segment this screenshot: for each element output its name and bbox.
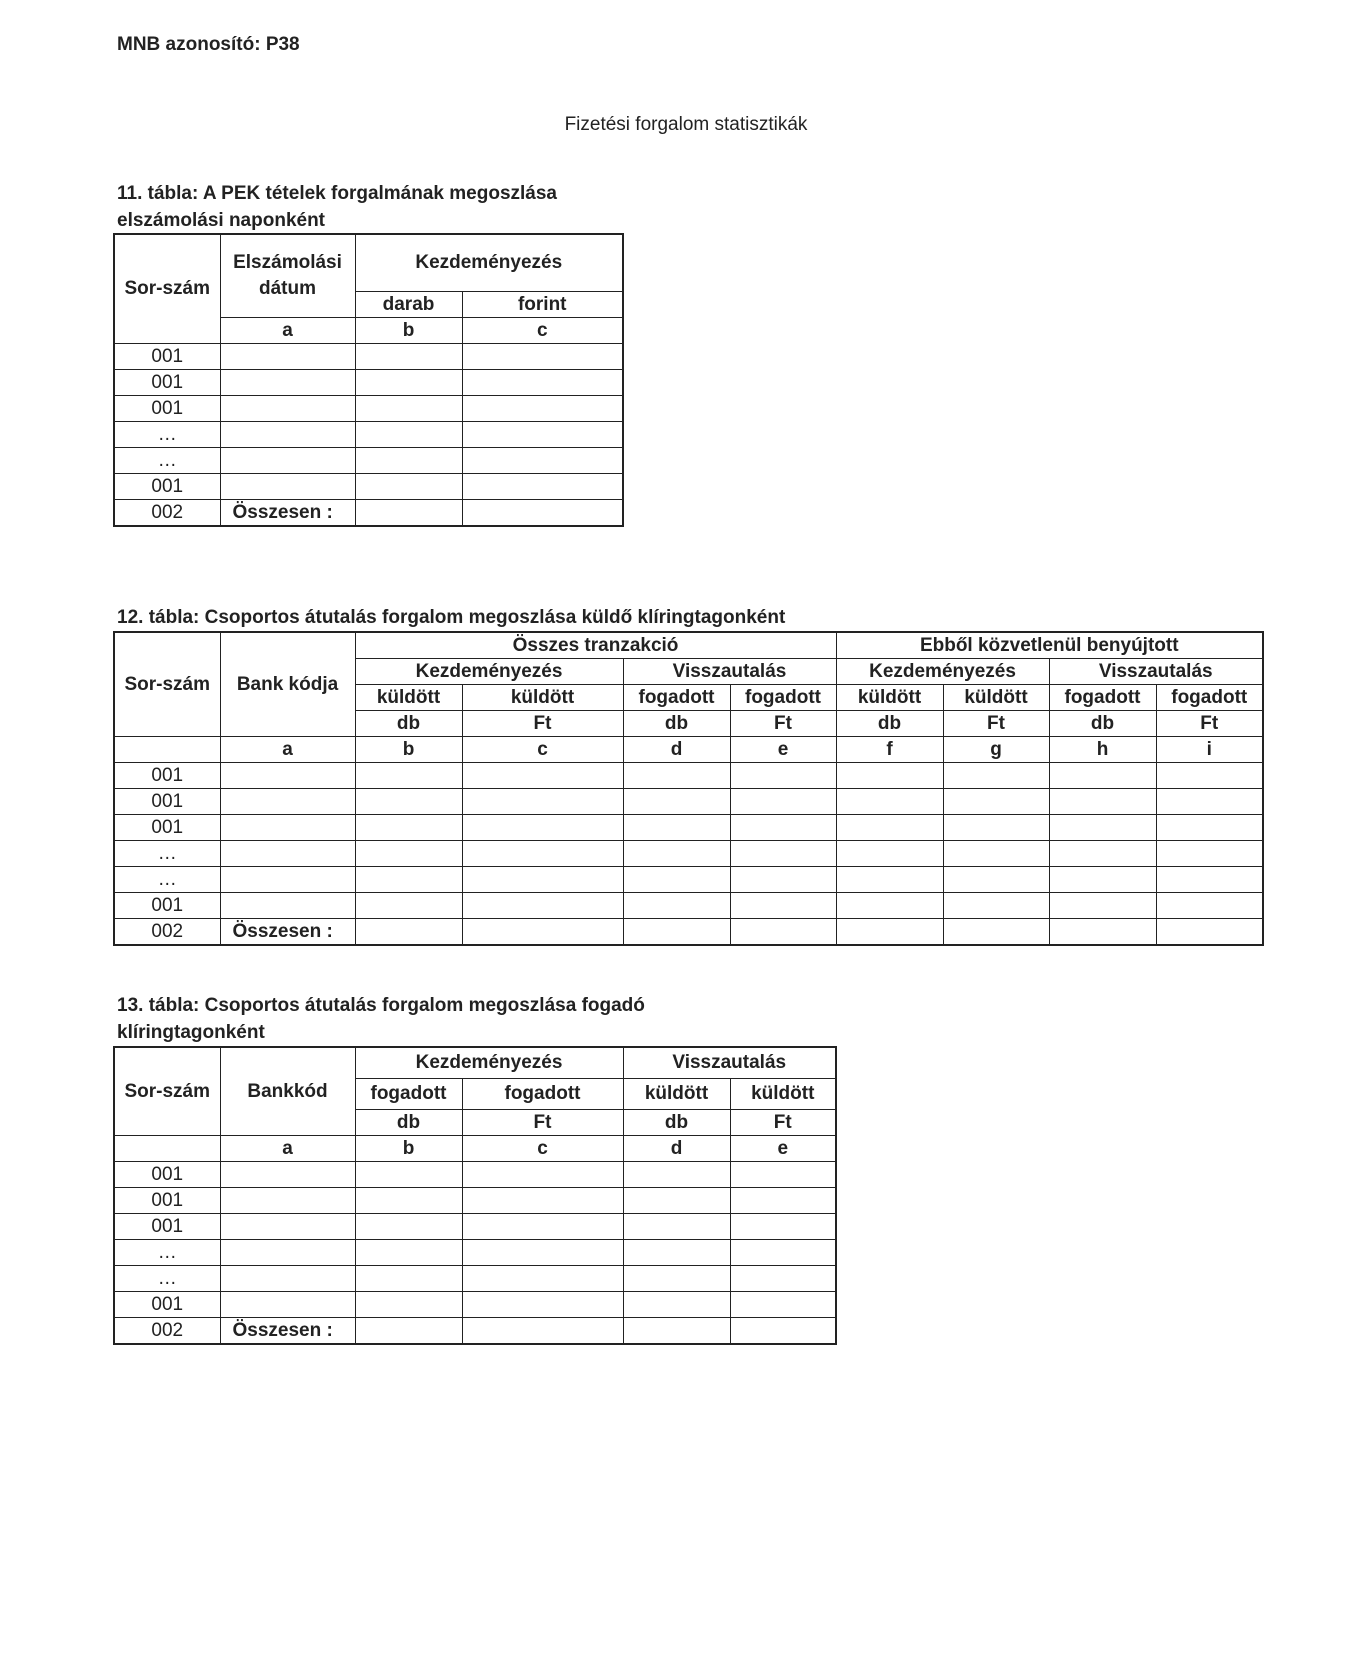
table-row	[114, 919, 1263, 946]
value-cell[interactable]	[355, 1188, 462, 1214]
table13-dir-header-1: fogadott	[462, 1079, 623, 1110]
value-cell[interactable]	[623, 1318, 730, 1345]
value-cell[interactable]	[943, 919, 1049, 946]
forint-cell[interactable]	[462, 448, 623, 474]
value-cell[interactable]	[462, 789, 623, 815]
value-cell[interactable]	[355, 841, 462, 867]
document-title: Fizetési forgalom statisztikák	[564, 114, 808, 135]
value-cell[interactable]	[355, 1162, 462, 1188]
table12-code-h: h	[1049, 737, 1156, 763]
value-cell[interactable]	[623, 841, 730, 867]
forint-cell[interactable]	[462, 344, 623, 370]
value-cell[interactable]	[462, 815, 623, 841]
row-number: 002	[114, 919, 220, 946]
value-cell[interactable]	[1049, 867, 1156, 893]
value-cell[interactable]	[836, 919, 943, 946]
value-cell[interactable]	[1156, 763, 1263, 789]
value-cell[interactable]	[355, 893, 462, 919]
table13-dir-header-2: küldött	[623, 1079, 730, 1110]
darab-cell[interactable]	[355, 396, 462, 422]
table-row	[114, 1162, 836, 1188]
table11-darab-header: darab	[355, 292, 462, 318]
value-cell[interactable]	[836, 841, 943, 867]
value-cell[interactable]	[1049, 815, 1156, 841]
table12-kezd-header-2: Kezdeményezés	[836, 659, 1049, 685]
value-cell[interactable]	[355, 1240, 462, 1266]
row-number: …	[114, 867, 220, 893]
value-cell[interactable]	[1049, 841, 1156, 867]
table-row	[114, 396, 623, 422]
date-cell[interactable]	[220, 396, 355, 422]
row-number: 001	[114, 1214, 220, 1240]
row-number: 002	[114, 1318, 220, 1345]
table13-code-c: c	[462, 1136, 623, 1162]
row-number: …	[114, 448, 220, 474]
table13-unit-header-3: Ft	[730, 1110, 836, 1136]
bank-code-cell[interactable]	[220, 893, 355, 919]
table12-osszes-header: Összes tranzakció	[355, 632, 836, 659]
table-row	[114, 448, 623, 474]
date-cell[interactable]	[220, 448, 355, 474]
value-cell[interactable]	[355, 763, 462, 789]
value-cell[interactable]	[355, 919, 462, 946]
row-number: …	[114, 1266, 220, 1292]
value-cell[interactable]	[462, 1162, 623, 1188]
row-number: …	[114, 841, 220, 867]
row-number: …	[114, 1240, 220, 1266]
bank-code-cell[interactable]	[220, 1292, 355, 1318]
value-cell[interactable]	[1156, 893, 1263, 919]
row-number: 001	[114, 396, 220, 422]
table11-sorszam-header: Sor-szám	[114, 234, 220, 344]
value-cell[interactable]	[462, 763, 623, 789]
total-label: Összesen :	[220, 1318, 355, 1345]
value-cell[interactable]	[943, 893, 1049, 919]
table13-code-d: d	[623, 1136, 730, 1162]
table12-code-f: f	[836, 737, 943, 763]
value-cell[interactable]	[1049, 763, 1156, 789]
table12-sorszam-header: Sor-szám	[114, 632, 220, 737]
table-row	[114, 1266, 836, 1292]
value-cell[interactable]	[623, 1240, 730, 1266]
value-cell[interactable]	[355, 789, 462, 815]
table-row	[114, 422, 623, 448]
value-cell[interactable]	[623, 867, 730, 893]
table12-unit-header-0: db	[355, 711, 462, 737]
row-number: 001	[114, 893, 220, 919]
table13	[113, 1046, 837, 1345]
date-cell[interactable]	[220, 422, 355, 448]
table12-code-c: c	[462, 737, 623, 763]
value-cell[interactable]	[462, 1240, 623, 1266]
value-cell[interactable]	[943, 841, 1049, 867]
value-cell[interactable]	[730, 867, 836, 893]
table13-dir-header-0: fogadott	[355, 1079, 462, 1110]
bank-code-cell[interactable]	[220, 1214, 355, 1240]
table-row	[114, 370, 623, 396]
table13-code-e: e	[730, 1136, 836, 1162]
forint-cell[interactable]	[462, 370, 623, 396]
value-cell[interactable]	[462, 841, 623, 867]
table12-bank-header: Bank kódja	[220, 632, 355, 737]
value-cell[interactable]	[836, 867, 943, 893]
row-number: …	[114, 422, 220, 448]
darab-cell[interactable]	[355, 448, 462, 474]
row-number: 001	[114, 1292, 220, 1318]
table11-kezd-header: Kezdeményezés	[355, 234, 623, 292]
table13-caption: 13. tábla: Csoportos átutalás forgalom megoszlása fogadó klíringtagonként	[117, 995, 645, 1043]
value-cell[interactable]	[462, 1292, 623, 1318]
table12	[113, 631, 1264, 946]
table-row	[114, 1292, 836, 1318]
row-number: 001	[114, 789, 220, 815]
date-cell[interactable]	[220, 344, 355, 370]
table12-dir-header-5: küldött	[943, 685, 1049, 711]
table12-unit-header-6: db	[1049, 711, 1156, 737]
bank-code-cell[interactable]	[220, 1162, 355, 1188]
mnb-id-label: MNB azonosító: P38	[117, 34, 300, 55]
value-cell[interactable]	[1049, 919, 1156, 946]
forint-cell[interactable]	[462, 396, 623, 422]
table12-vissza-header-2: Visszautalás	[1049, 659, 1263, 685]
value-cell[interactable]	[462, 1214, 623, 1240]
table13-vissza-header: Visszautalás	[623, 1047, 836, 1079]
table-row	[114, 763, 1263, 789]
table-row	[114, 1188, 836, 1214]
value-cell[interactable]	[462, 893, 623, 919]
table11-date-header: Elszámolási dátum	[220, 234, 355, 318]
value-cell[interactable]	[836, 763, 943, 789]
value-cell[interactable]	[730, 1292, 836, 1318]
bank-code-cell[interactable]	[220, 1188, 355, 1214]
value-cell[interactable]	[355, 1266, 462, 1292]
table12-kezd-header: Kezdeményezés	[355, 659, 623, 685]
value-cell[interactable]	[623, 763, 730, 789]
table13-dir-header-3: küldött	[730, 1079, 836, 1110]
table12-dir-header-0: küldött	[355, 685, 462, 711]
table-row	[114, 893, 1263, 919]
row-number: 001	[114, 1162, 220, 1188]
table12-unit-header-2: db	[623, 711, 730, 737]
table-row	[114, 815, 1263, 841]
value-cell[interactable]	[623, 1188, 730, 1214]
value-cell[interactable]	[730, 1188, 836, 1214]
forint-cell[interactable]	[462, 474, 623, 500]
bank-code-cell[interactable]	[220, 867, 355, 893]
table13-code-blank	[114, 1136, 220, 1162]
table12-dir-header-3: fogadott	[730, 685, 836, 711]
value-cell[interactable]	[462, 1266, 623, 1292]
value-cell[interactable]	[730, 1162, 836, 1188]
darab-cell[interactable]	[355, 344, 462, 370]
value-cell[interactable]	[730, 919, 836, 946]
date-cell[interactable]	[220, 474, 355, 500]
value-cell[interactable]	[623, 893, 730, 919]
row-number: 001	[114, 815, 220, 841]
table12-unit-header-1: Ft	[462, 711, 623, 737]
row-number: 001	[114, 344, 220, 370]
value-cell[interactable]	[730, 841, 836, 867]
value-cell[interactable]	[623, 1214, 730, 1240]
total-label: Összesen :	[220, 500, 355, 527]
row-number: 001	[114, 1188, 220, 1214]
table12-ebbol-header: Ebből közvetlenül benyújtott	[836, 632, 1263, 659]
table12-dir-header-6: fogadott	[1049, 685, 1156, 711]
table11-caption: 11. tábla: A PEK tételek forgalmának megoszlása elszámolási naponként	[117, 183, 557, 231]
value-cell[interactable]	[462, 1318, 623, 1345]
value-cell[interactable]	[1049, 893, 1156, 919]
table-row	[114, 789, 1263, 815]
bank-code-cell[interactable]	[220, 763, 355, 789]
table12-vissza-header: Visszautalás	[623, 659, 836, 685]
table11-code-b: b	[355, 318, 462, 344]
table12-code-i: i	[1156, 737, 1263, 763]
table12-dir-header-4: küldött	[836, 685, 943, 711]
bank-code-cell[interactable]	[220, 815, 355, 841]
table12-code-blank	[114, 737, 220, 763]
value-cell[interactable]	[623, 1162, 730, 1188]
table11-code-a: a	[220, 318, 355, 344]
value-cell[interactable]	[1156, 841, 1263, 867]
table-row	[114, 500, 623, 527]
darab-cell[interactable]	[355, 474, 462, 500]
table12-unit-header-4: db	[836, 711, 943, 737]
bank-code-cell[interactable]	[220, 841, 355, 867]
row-number: 002	[114, 500, 220, 527]
value-cell[interactable]	[1049, 789, 1156, 815]
table12-code-b: b	[355, 737, 462, 763]
bank-code-cell[interactable]	[220, 789, 355, 815]
value-cell[interactable]	[355, 1292, 462, 1318]
table13-unit-header-2: db	[623, 1110, 730, 1136]
value-cell[interactable]	[730, 1214, 836, 1240]
value-cell[interactable]	[623, 1266, 730, 1292]
table12-code-d: d	[623, 737, 730, 763]
darab-cell[interactable]	[355, 500, 462, 527]
table13-kezd-header: Kezdeményezés	[355, 1047, 623, 1079]
table13-sorszam-header: Sor-szám	[114, 1047, 220, 1136]
darab-cell[interactable]	[355, 422, 462, 448]
table13-code-b: b	[355, 1136, 462, 1162]
value-cell[interactable]	[462, 1188, 623, 1214]
value-cell[interactable]	[623, 815, 730, 841]
value-cell[interactable]	[355, 1214, 462, 1240]
value-cell[interactable]	[836, 815, 943, 841]
table12-dir-header-2: fogadott	[623, 685, 730, 711]
value-cell[interactable]	[1156, 919, 1263, 946]
table12-dir-header-1: küldött	[462, 685, 623, 711]
value-cell[interactable]	[943, 763, 1049, 789]
table12-unit-header-7: Ft	[1156, 711, 1263, 737]
table12-dir-header-7: fogadott	[1156, 685, 1263, 711]
value-cell[interactable]	[355, 815, 462, 841]
value-cell[interactable]	[730, 1318, 836, 1345]
value-cell[interactable]	[462, 867, 623, 893]
table12-code-g: g	[943, 737, 1049, 763]
table-row	[114, 841, 1263, 867]
table12-unit-header-3: Ft	[730, 711, 836, 737]
table11	[113, 233, 624, 527]
table-row	[114, 867, 1263, 893]
value-cell[interactable]	[943, 815, 1049, 841]
value-cell[interactable]	[730, 1240, 836, 1266]
table-row	[114, 1240, 836, 1266]
table12-code-e: e	[730, 737, 836, 763]
table13-code-a: a	[220, 1136, 355, 1162]
table12-unit-header-5: Ft	[943, 711, 1049, 737]
date-cell[interactable]	[220, 370, 355, 396]
forint-cell[interactable]	[462, 500, 623, 527]
value-cell[interactable]	[836, 893, 943, 919]
value-cell[interactable]	[943, 789, 1049, 815]
value-cell[interactable]	[462, 919, 623, 946]
table-row	[114, 474, 623, 500]
table13-bank-header: Bankkód	[220, 1047, 355, 1136]
value-cell[interactable]	[730, 815, 836, 841]
value-cell[interactable]	[355, 1318, 462, 1345]
row-number: 001	[114, 474, 220, 500]
value-cell[interactable]	[730, 789, 836, 815]
table13-unit-header-1: Ft	[462, 1110, 623, 1136]
table11-forint-header: forint	[462, 292, 623, 318]
table-row	[114, 1214, 836, 1240]
row-number: 001	[114, 763, 220, 789]
table11-code-c: c	[462, 318, 623, 344]
total-label: Összesen :	[220, 919, 355, 946]
table12-caption: 12. tábla: Csoportos átutalás forgalom megoszlása küldő klíringtagonként	[117, 607, 786, 628]
value-cell[interactable]	[1156, 867, 1263, 893]
darab-cell[interactable]	[355, 370, 462, 396]
bank-code-cell[interactable]	[220, 1240, 355, 1266]
table12-code-a: a	[220, 737, 355, 763]
value-cell[interactable]	[1156, 789, 1263, 815]
value-cell[interactable]	[730, 893, 836, 919]
value-cell[interactable]	[623, 1292, 730, 1318]
value-cell[interactable]	[730, 763, 836, 789]
table-row	[114, 344, 623, 370]
value-cell[interactable]	[836, 789, 943, 815]
table-row	[114, 1318, 836, 1345]
value-cell[interactable]	[623, 789, 730, 815]
value-cell[interactable]	[355, 867, 462, 893]
value-cell[interactable]	[943, 867, 1049, 893]
row-number: 001	[114, 370, 220, 396]
table13-unit-header-0: db	[355, 1110, 462, 1136]
forint-cell[interactable]	[462, 422, 623, 448]
value-cell[interactable]	[1156, 815, 1263, 841]
value-cell[interactable]	[623, 919, 730, 946]
value-cell[interactable]	[730, 1266, 836, 1292]
bank-code-cell[interactable]	[220, 1266, 355, 1292]
